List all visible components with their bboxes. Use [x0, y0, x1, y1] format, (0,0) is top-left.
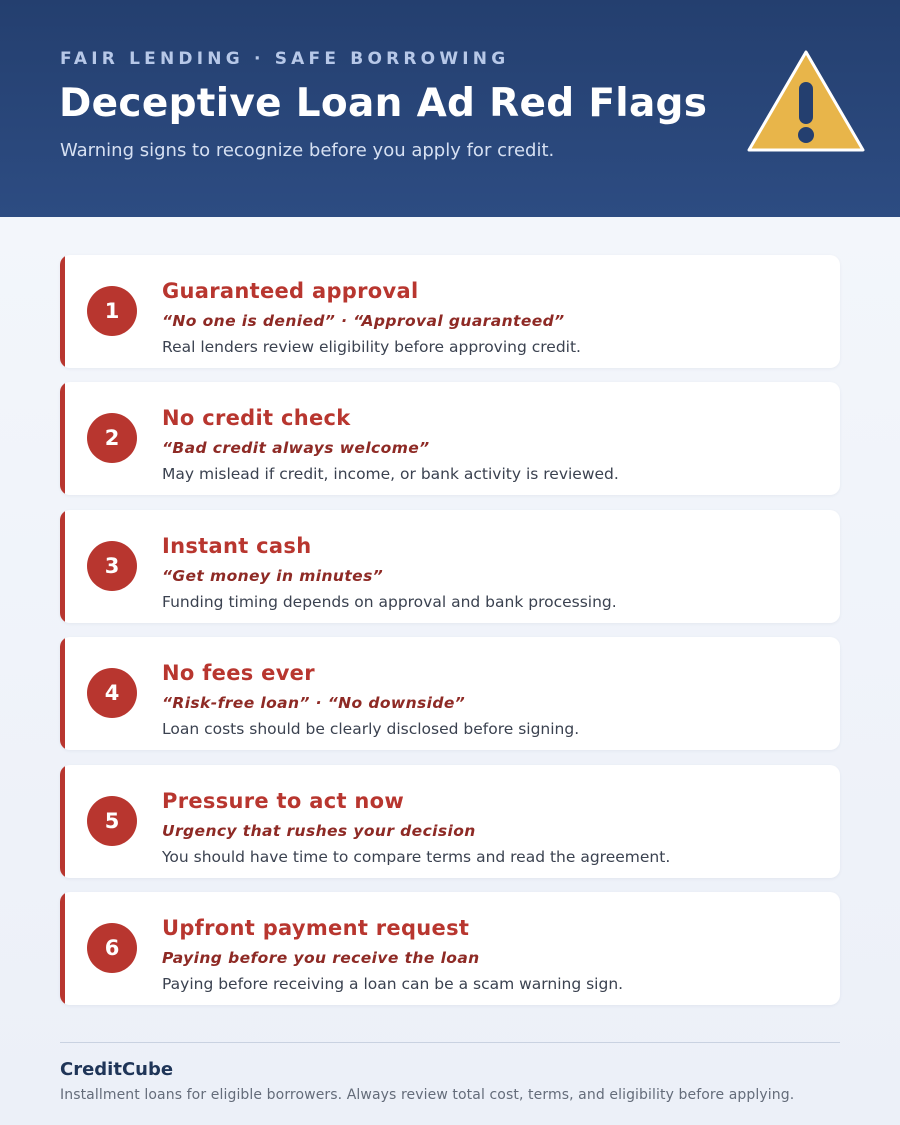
- flag-description: You should have time to compare terms and read the agreement.: [162, 848, 671, 866]
- flag-card-6: [60, 892, 840, 1005]
- eyebrow-label: FAIR LENDING · SAFE BORROWING: [60, 49, 510, 69]
- card-accent-bar: [60, 255, 65, 368]
- flag-description: Loan costs should be clearly disclosed before signing.: [162, 720, 580, 738]
- flag-description: May mislead if credit, income, or bank activity is reviewed.: [162, 465, 619, 483]
- flag-number-badge: 3: [87, 541, 137, 591]
- card-accent-bar: [60, 510, 65, 623]
- flag-title: No credit check: [162, 406, 351, 430]
- footer-divider: [60, 1042, 840, 1043]
- warning-triangle-icon: [746, 48, 866, 154]
- flag-number-badge: 5: [87, 796, 137, 846]
- flag-card-1: [60, 255, 840, 368]
- flag-quote: Urgency that rushes your decision: [162, 822, 476, 840]
- flag-card-3: [60, 510, 840, 623]
- page-subtitle: Warning signs to recognize before you apply for credit.: [60, 140, 555, 161]
- flag-number-badge: 6: [87, 923, 137, 973]
- header-banner: [0, 0, 900, 217]
- page-title: Deceptive Loan Ad Red Flags: [59, 81, 708, 126]
- flag-description: Funding timing depends on approval and bank processing.: [162, 593, 617, 611]
- card-accent-bar: [60, 637, 65, 750]
- flag-number-badge: 4: [87, 668, 137, 718]
- flag-card-2: [60, 382, 840, 495]
- card-accent-bar: [60, 765, 65, 878]
- brand-name: CreditCube: [60, 1059, 174, 1080]
- flag-title: Pressure to act now: [162, 789, 405, 813]
- flag-title: No fees ever: [162, 661, 315, 685]
- flag-quote: “Get money in minutes”: [162, 567, 384, 585]
- card-accent-bar: [60, 382, 65, 495]
- flag-number-badge: 1: [87, 286, 137, 336]
- card-accent-bar: [60, 892, 65, 1005]
- flag-description: Real lenders review eligibility before approving credit.: [162, 338, 581, 356]
- flag-number-badge: 2: [87, 413, 137, 463]
- flag-title: Guaranteed approval: [162, 279, 419, 303]
- flag-description: Paying before receiving a loan can be a scam warning sign.: [162, 975, 624, 993]
- flag-card-4: [60, 637, 840, 750]
- flag-title: Upfront payment request: [162, 916, 470, 940]
- flag-quote: “No one is denied” · “Approval guaranteed”: [162, 312, 565, 330]
- flag-title: Instant cash: [162, 534, 312, 558]
- flag-quote: Paying before you receive the loan: [162, 949, 480, 967]
- flag-quote: “Risk-free loan” · “No downside”: [162, 694, 466, 712]
- flag-quote: “Bad credit always welcome”: [162, 439, 430, 457]
- flag-card-5: [60, 765, 840, 878]
- footer-disclaimer: Installment loans for eligible borrowers. Always review total cost, terms, and eligibility before applying.: [60, 1087, 795, 1103]
